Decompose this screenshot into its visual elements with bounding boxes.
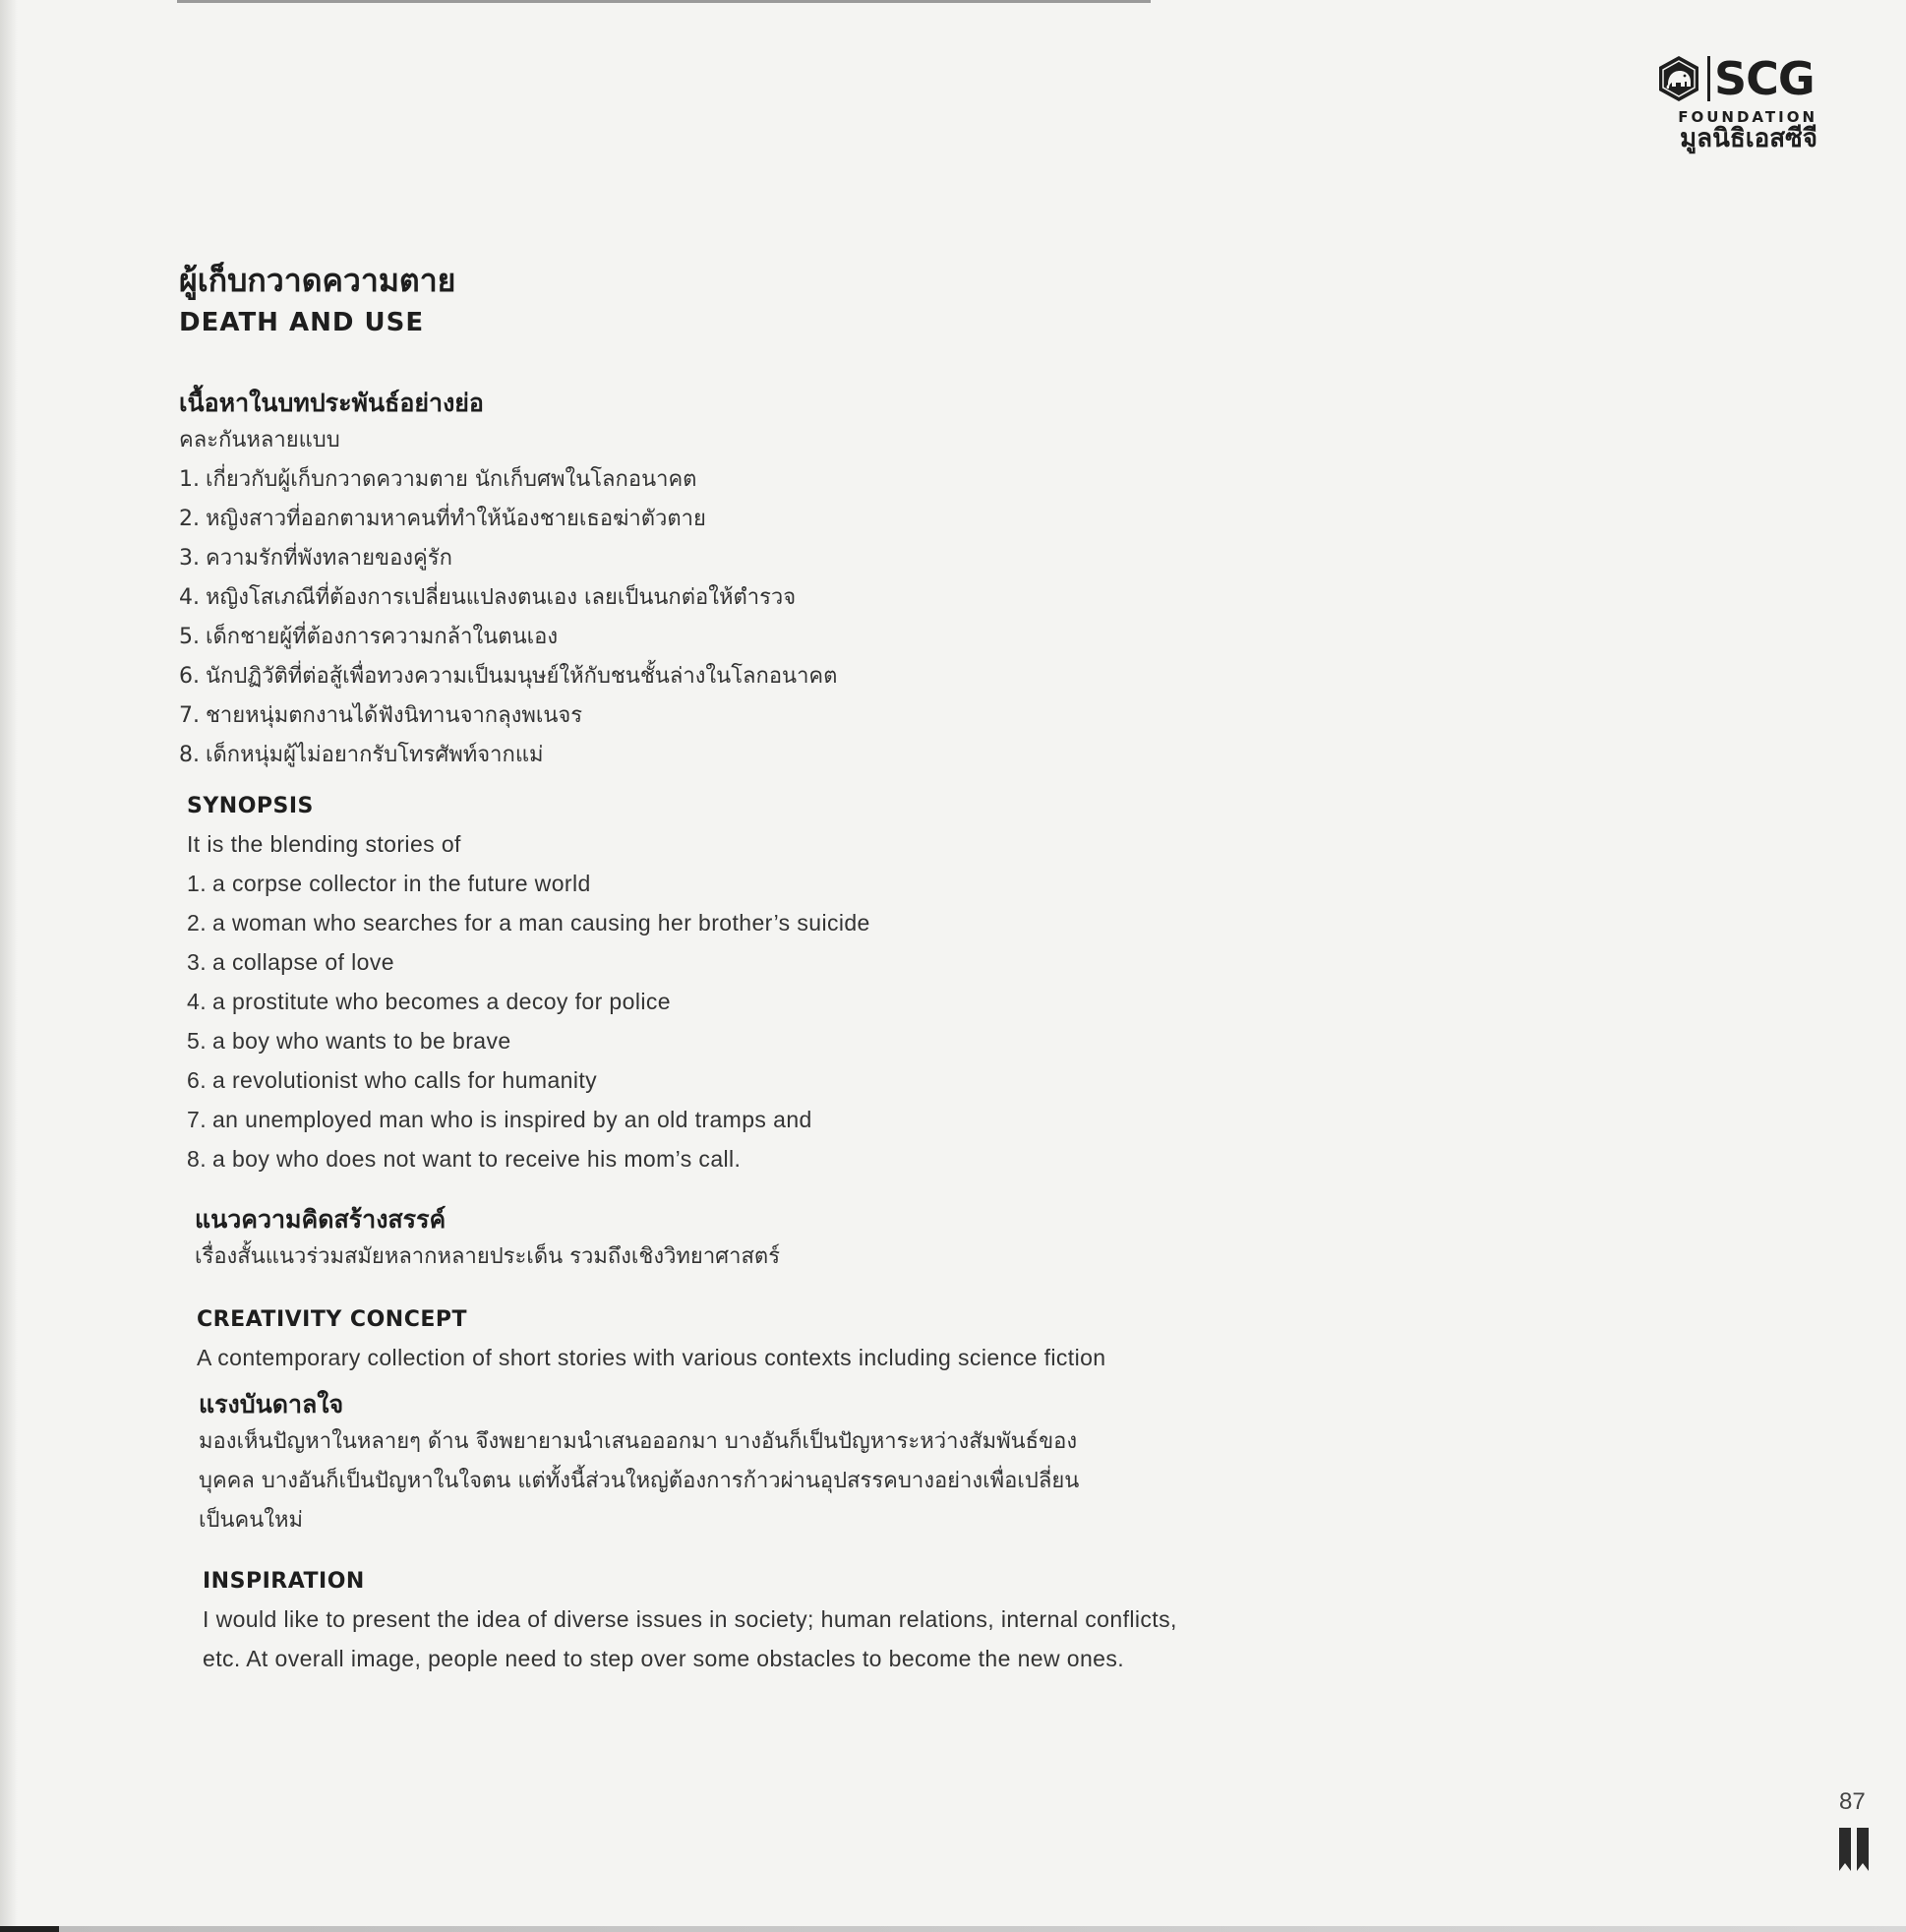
summary-thai-list — [179, 460, 1212, 775]
page-number: 87 — [1839, 1788, 1866, 1815]
inspiration-english-section — [179, 1564, 1212, 1678]
list-item: 5. a boy who wants to be brave — [187, 1028, 511, 1054]
list-item: 2. a woman who searches for a man causing her brother’s suicide — [187, 910, 870, 936]
list-item: 2. หญิงสาวที่ออกตามหาคนที่ทำให้น้องชายเธอฆ่าตัวตาย — [179, 507, 706, 531]
title-english: DEATH AND USE — [179, 308, 425, 337]
list-item: 6. นักปฏิวัติที่ต่อสู้เพื่อทวงความเป็นมนุษย์ให้กับชนชั้นล่างในโลกอนาคต — [179, 664, 838, 689]
concept-thai-section — [179, 1202, 1212, 1277]
list-item: 7. an unemployed man who is inspired by an old tramps and — [187, 1107, 812, 1132]
list-item: 1. a corpse collector in the future world — [187, 871, 591, 896]
logo-separator — [1707, 56, 1710, 101]
logo-thai-text: มูลนิธิเอสซีจี — [1680, 124, 1817, 153]
summary-thai-intro: คละกันหลายแบบ — [179, 428, 340, 453]
page-top-edge — [177, 0, 1151, 3]
list-item: 1. เกี่ยวกับผู้เก็บกวาดความตาย นักเก็บศพในโลกอนาคต — [179, 467, 697, 492]
page-bottom-edge — [0, 1926, 1906, 1932]
list-item: 8. a boy who does not want to receive his mom’s call. — [187, 1146, 742, 1172]
page-gutter-shadow — [0, 0, 18, 1932]
list-item: 8. เด็กหนุ่มผู้ไม่อยากรับโทรศัพท์จากแม่ — [179, 743, 544, 767]
concept-thai-heading: แนวความคิดสร้างสรรค์ — [195, 1205, 447, 1234]
list-item: 7. ชายหนุ่มตกงานได้ฟังนิทานจากลุงพเนจร — [179, 703, 583, 728]
synopsis-list — [187, 864, 1212, 1178]
concept-english-body: A contemporary collection of short stories with various contexts including science fiction — [197, 1345, 1106, 1370]
logo-row — [1654, 51, 1821, 106]
list-item: 5. เด็กชายผู้ที่ต้องการความกล้าในตนเอง — [179, 625, 559, 649]
inspiration-thai-line: บุคคล บางอันก็เป็นปัญหาในใจตน แต่ทั้งนี้ส่วนใหญ่ต้องการก้าวผ่านอุปสรรคบางอย่างเพื่อเปลี่ยน — [199, 1469, 1080, 1493]
concept-english-heading: CREATIVITY CONCEPT — [197, 1307, 467, 1332]
logo-foundation-text: FOUNDATION — [1678, 108, 1817, 126]
logo-brand-text: SCG — [1714, 52, 1815, 105]
synopsis-intro: It is the blending stories of — [187, 831, 461, 857]
inspiration-english-line: I would like to present the idea of diverse issues in society; human relations, internal conflicts, — [203, 1606, 1177, 1632]
summary-thai-section — [179, 386, 1212, 775]
elephant-hexagon-logo-icon — [1654, 54, 1703, 103]
inspiration-thai-line: เป็นคนใหม่ — [199, 1508, 304, 1533]
synopsis-heading: SYNOPSIS — [187, 794, 314, 818]
list-item: 3. a collapse of love — [187, 949, 394, 975]
inspiration-thai-section — [179, 1387, 1212, 1540]
summary-thai-heading: เนื้อหาในบทประพันธ์อย่างย่อ — [179, 389, 484, 417]
list-item: 4. หญิงโสเภณีที่ต้องการเปลี่ยนแปลงตนเอง เลยเป็นนกต่อให้ตำรวจ — [179, 585, 797, 610]
scg-foundation-logo — [1654, 51, 1821, 151]
title-thai: ผู้เก็บกวาดความตาย — [179, 262, 456, 299]
inspiration-english-line: etc. At overall image, people need to step over some obstacles to become the new ones. — [203, 1646, 1125, 1671]
inspiration-english-heading: INSPIRATION — [203, 1569, 365, 1594]
list-item: 4. a prostitute who becomes a decoy for police — [187, 989, 671, 1014]
list-item: 3. ความรักที่พังทลายของคู่รัก — [179, 546, 452, 571]
concept-english-section — [179, 1302, 1212, 1377]
concept-thai-body: เรื่องสั้นแนวร่วมสมัยหลากหลายประเด็น รวมถึงเชิงวิทยาศาสตร์ — [195, 1244, 781, 1269]
inspiration-thai-line: มองเห็นปัญหาในหลายๆ ด้าน จึงพยายามนำเสนอออกมา บางอันก็เป็นปัญหาระหว่างสัมพันธ์ของ — [199, 1429, 1078, 1454]
synopsis-english-section — [179, 789, 1212, 1178]
list-item: 6. a revolutionist who calls for humanity — [187, 1067, 598, 1093]
inspiration-thai-heading: แรงบันดาลใจ — [199, 1390, 344, 1419]
bookmark-icon — [1837, 1826, 1873, 1873]
main-content — [179, 258, 1212, 1678]
